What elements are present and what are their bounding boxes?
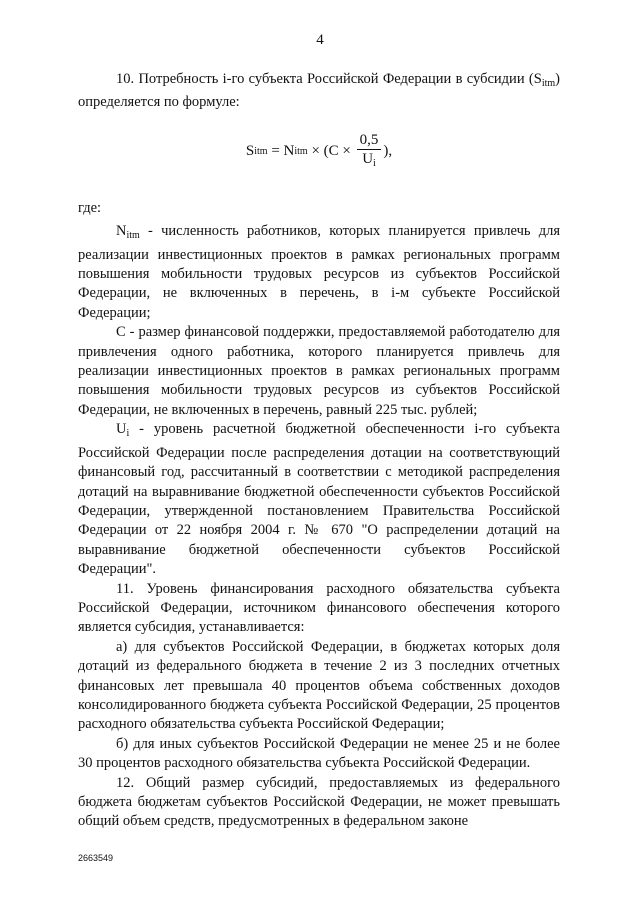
document-body xyxy=(78,70,560,832)
paragraph-11a: а) для субъектов Российской Федерации, в бюджетах которых доля дотаций из федерального бюджета в течение 2 из 3 последних отчетных финансовых лет превышала 40 процентов объема собственных доходов консолидированного бюджета субъекта Российской Федерации, 25 процентов расходного обязательства субъекта Российской Федерации; xyxy=(78,638,560,733)
paragraph-10: 10. Потребность i-го субъекта Российской Федерации в субсидии $(S_{itm})$ определяется по формуле: xyxy=(78,71,560,111)
formula: S itm = N itm × (C × $\frac{0,5}{U_i}$ ), xyxy=(78,131,560,173)
definition-n: $N_{itm}$ - численность работников, которых планируется привлечь для реализации инвестиционных проектов в рамках региональных программ повышения мобильности трудовых ресурсов из субъектов Российской Федерации, не включенных в перечень, в i-м субъекте Российской Федерации; xyxy=(78,223,560,321)
where-label: где: xyxy=(78,199,102,216)
formula-fraction: $\frac{0,5}{U_i}$ xyxy=(357,131,382,173)
definition-u: $U_i$ - уровень расчетной бюджетной обеспеченности i-го субъекта Российской Федерации после распределения дотации на соответствующий финансовый год, рассчитанный в соответствии с методикой распределения дотаций на выравнивание бюджетной обеспеченности субъектов Российской Федерации, утвержденной постановлением Правительства Российской Федерации от 22 ноября 2004 г. № 670 "О распределении дотаций на выравнивание бюджетной обеспеченности субъектов Российской Федерации". xyxy=(78,421,560,578)
definition-c: C - размер финансовой поддержки, предоставляемой работодателю для привлечения одного работника, которого планируется привлечь для реализации инвестиционных проектов в рамках региональных программ повышения мобильности трудовых ресурсов из субъектов Российской Федерации, не включенных в перечень, равный 225 тыс. рублей; xyxy=(78,324,560,418)
paragraph-12: 12. Общий размер субсидий, предоставляемых из федерального бюджета бюджетам субъектов Российской Федерации, не может превышать общий объем средств, предусмотренных в федеральном законе xyxy=(78,774,560,830)
page-number: 4 xyxy=(316,32,324,48)
paragraph-11b: б) для иных субъектов Российской Федерации не менее 25 и не более 30 процентов расходного обязательства субъекта Российской Федерации. xyxy=(78,735,560,772)
paragraph-11: 11. Уровень финансирования расходного обязательства субъекта Российской Федерации, источником финансового обеспечения которого является субсидия, устанавливается: xyxy=(78,580,560,636)
document-code: 2663549 xyxy=(78,853,114,863)
